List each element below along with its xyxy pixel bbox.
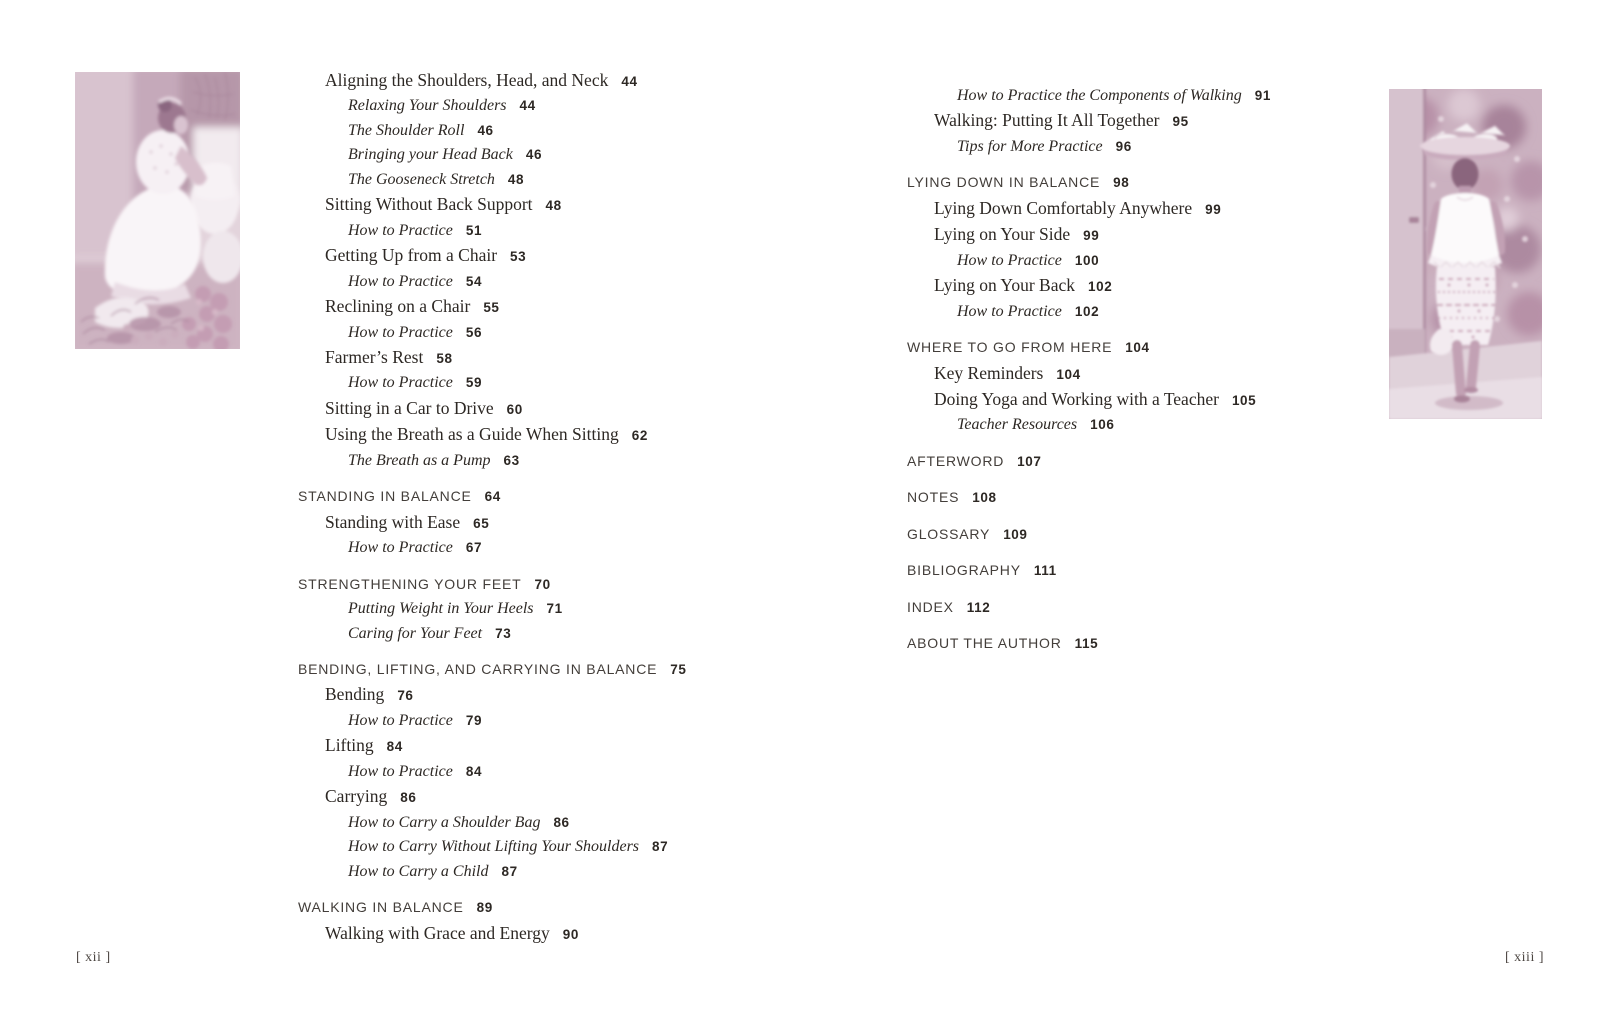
toc-title: How to Practice [348, 374, 453, 392]
toc-entry [907, 361, 1271, 387]
toc-title: NOTES [907, 489, 960, 506]
toc-page-number: 62 [631, 428, 648, 444]
toc-page-number: 46 [477, 122, 494, 138]
toc-title: AFTERWORD [907, 452, 1005, 469]
toc-page-number: 106 [1090, 417, 1115, 433]
toc-page-number: 96 [1115, 138, 1132, 154]
toc-title: STANDING IN BALANCE [298, 488, 472, 505]
toc-subentry [298, 709, 687, 733]
toc-page-number: 90 [562, 926, 579, 942]
toc-title: Lying on Your Back [934, 275, 1075, 296]
folio-left: [ xii ] [76, 950, 111, 965]
toc-title: Walking: Putting It All Together [934, 110, 1160, 131]
toc-subentry [298, 811, 687, 835]
toc-title: Walking with Grace and Energy [325, 922, 550, 943]
toc-page-number: 84 [465, 763, 483, 779]
toc-title: How to Carry a Shoulder Bag [348, 813, 541, 831]
toc-subentry [907, 300, 1271, 324]
toc-page-number: 86 [553, 814, 570, 830]
toc-page-number: 99 [1205, 201, 1222, 217]
toc-entry [298, 243, 687, 269]
toc-page-number: 91 [1254, 88, 1271, 103]
toc-title: Sitting in a Car to Drive [325, 397, 494, 418]
toc-title: WHERE TO GO FROM HERE [907, 339, 1113, 356]
toc-title: How to Practice [348, 272, 453, 290]
toc-page-number: 56 [465, 324, 483, 340]
toc-title: How to Practice [348, 323, 453, 341]
toc-title: Relaxing Your Shoulders [348, 97, 507, 115]
toc-subentry [298, 536, 687, 560]
toc-page-number: 95 [1172, 114, 1189, 130]
toc-page-number: 55 [483, 300, 500, 316]
toc-section-heading [298, 572, 687, 597]
toc-entry [907, 273, 1271, 299]
walking-photo [1389, 89, 1542, 419]
toc-entry [298, 921, 687, 947]
market-photo [75, 72, 240, 349]
toc-page-number: 89 [476, 900, 493, 916]
toc-entry [298, 733, 687, 759]
toc-section-heading [907, 522, 1271, 547]
toc-subentry [907, 84, 1271, 108]
toc-page-number: 87 [652, 839, 669, 855]
toc-page-number: 58 [436, 350, 453, 366]
toc-entry [298, 422, 687, 448]
toc-page-number: 48 [545, 198, 562, 214]
toc-entry [907, 222, 1271, 248]
toc-title: Sitting Without Back Support [325, 194, 533, 215]
toc-page-number: 71 [546, 601, 563, 617]
toc-page-number: 104 [1125, 340, 1150, 356]
toc-page-number: 75 [670, 661, 687, 677]
toc-title: LYING DOWN IN BALANCE [907, 174, 1101, 191]
toc-subentry [298, 168, 687, 192]
toc-title: How to Practice the Components of Walking [957, 87, 1242, 104]
toc-section-heading [907, 595, 1271, 620]
toc-section-heading [298, 895, 687, 920]
toc-subentry [298, 321, 687, 345]
toc-entry [298, 192, 687, 218]
toc-page-number: 99 [1083, 228, 1100, 244]
toc-title: How to Carry Without Lifting Your Shoulders [348, 838, 640, 856]
toc-title: How to Practice [957, 302, 1062, 320]
toc-title: Reclining on a Chair [325, 296, 471, 317]
right-toc-column [907, 84, 1271, 657]
toc-title: Tips for More Practice [957, 137, 1103, 155]
toc-title: How to Practice [348, 539, 453, 557]
toc-title: WALKING IN BALANCE [298, 899, 464, 916]
toc-title: The Shoulder Roll [348, 121, 465, 139]
toc-title: GLOSSARY [907, 525, 991, 542]
toc-title: How to Practice [348, 221, 453, 239]
toc-title: The Gooseneck Stretch [348, 170, 495, 188]
toc-title: BENDING, LIFTING, AND CARRYING IN BALANCE [298, 660, 658, 677]
toc-title: Putting Weight in Your Heels [348, 600, 534, 618]
toc-title: How to Carry a Child [348, 862, 489, 880]
toc-title: INDEX [907, 598, 954, 615]
toc-subentry [298, 371, 687, 395]
toc-title: Carrying [325, 786, 388, 807]
toc-title: Farmer’s Rest [325, 346, 424, 367]
toc-title: Bringing your Head Back [348, 146, 513, 164]
toc-title: Bending [325, 684, 385, 705]
toc-title: How to Practice [348, 711, 453, 729]
toc-page-number: 102 [1074, 303, 1100, 319]
toc-page-number: 44 [621, 74, 638, 89]
toc-subentry [298, 860, 687, 884]
toc-page-number: 60 [506, 401, 523, 417]
toc-section-heading [907, 485, 1271, 510]
toc-title: Lifting [325, 735, 374, 756]
toc-page-number: 111 [1033, 563, 1057, 579]
toc-page-number: 108 [972, 490, 997, 506]
toc-title: BIBLIOGRAPHY [907, 562, 1021, 579]
toc-subentry [298, 597, 687, 621]
market-photo-illustration [75, 72, 240, 349]
toc-subentry [907, 413, 1271, 437]
toc-subentry [298, 94, 687, 118]
toc-title: Caring for Your Feet [348, 624, 483, 642]
toc-title: Getting Up from a Chair [325, 245, 498, 266]
toc-subentry [907, 249, 1271, 273]
toc-page-number: 84 [386, 739, 403, 755]
toc-entry [298, 784, 687, 810]
toc-page-number: 76 [397, 688, 414, 704]
toc-title: How to Practice [957, 251, 1062, 269]
toc-entry [298, 68, 687, 94]
toc-page-number: 48 [507, 171, 525, 187]
toc-title: How to Practice [348, 762, 453, 780]
folio-right: [ xiii ] [1505, 950, 1544, 965]
toc-entry [298, 396, 687, 422]
toc-title: Aligning the Shoulders, Head, and Neck [325, 70, 609, 90]
toc-page-number: 109 [1003, 526, 1028, 542]
toc-section-heading [298, 484, 687, 509]
toc-title: Doing Yoga and Working with a Teacher [934, 388, 1219, 409]
toc-subentry [298, 449, 687, 473]
toc-page-number: 100 [1074, 252, 1100, 268]
toc-page-number: 86 [400, 790, 417, 806]
toc-section-heading [907, 558, 1271, 583]
toc-entry [298, 345, 687, 371]
toc-page-number: 79 [465, 712, 483, 728]
toc-subentry [298, 270, 687, 294]
toc-entry [907, 196, 1271, 222]
toc-subentry [298, 622, 687, 646]
toc-subentry [907, 135, 1271, 159]
toc-page-number: 63 [503, 452, 520, 468]
toc-page-number: 54 [465, 273, 483, 289]
toc-title: Using the Breath as a Guide When Sitting [325, 424, 619, 445]
toc-page-number: 70 [534, 576, 551, 592]
toc-page-number: 53 [510, 249, 527, 265]
toc-page-number: 44 [519, 98, 536, 114]
toc-title: Lying on Your Side [934, 224, 1071, 245]
toc-page-number: 67 [465, 540, 483, 556]
toc-page-number: 104 [1056, 366, 1081, 382]
toc-entry [298, 682, 687, 708]
toc-page-number: 105 [1231, 392, 1257, 408]
toc-entry [907, 387, 1271, 413]
toc-page-number: 51 [465, 222, 483, 238]
toc-subentry [298, 119, 687, 143]
toc-section-heading [907, 170, 1271, 195]
toc-section-heading [907, 631, 1271, 656]
toc-section-heading [907, 449, 1271, 474]
toc-page-number: 46 [525, 147, 543, 163]
toc-page-number: 107 [1017, 453, 1042, 469]
toc-title: Lying Down Comfortably Anywhere [934, 197, 1193, 218]
toc-page-number: 59 [465, 375, 483, 391]
toc-page-number: 112 [966, 599, 991, 615]
toc-subentry [298, 835, 687, 859]
toc-page-number: 115 [1074, 636, 1099, 652]
toc-section-heading [298, 657, 687, 682]
left-toc-column [298, 68, 687, 947]
toc-page-number: 65 [473, 515, 490, 531]
toc-entry [907, 108, 1271, 134]
toc-page-number: 98 [1113, 175, 1130, 191]
toc-subentry [298, 760, 687, 784]
toc-entry [298, 294, 687, 320]
toc-title: ABOUT THE AUTHOR [907, 635, 1062, 652]
toc-title: Standing with Ease [325, 511, 461, 532]
toc-page-number: 73 [495, 625, 512, 641]
toc-entry [298, 510, 687, 536]
toc-title: Key Reminders [934, 362, 1044, 383]
toc-page-number: 102 [1087, 279, 1113, 295]
toc-title: STRENGTHENING YOUR FEET [298, 575, 522, 592]
toc-subentry [298, 143, 687, 167]
walking-photo-illustration [1389, 89, 1542, 419]
toc-page-number: 87 [501, 863, 518, 879]
toc-page-number: 64 [484, 489, 501, 505]
toc-title: Teacher Resources [957, 416, 1078, 434]
toc-title: The Breath as a Pump [348, 451, 491, 469]
toc-subentry [298, 219, 687, 243]
toc-section-heading [907, 335, 1271, 360]
